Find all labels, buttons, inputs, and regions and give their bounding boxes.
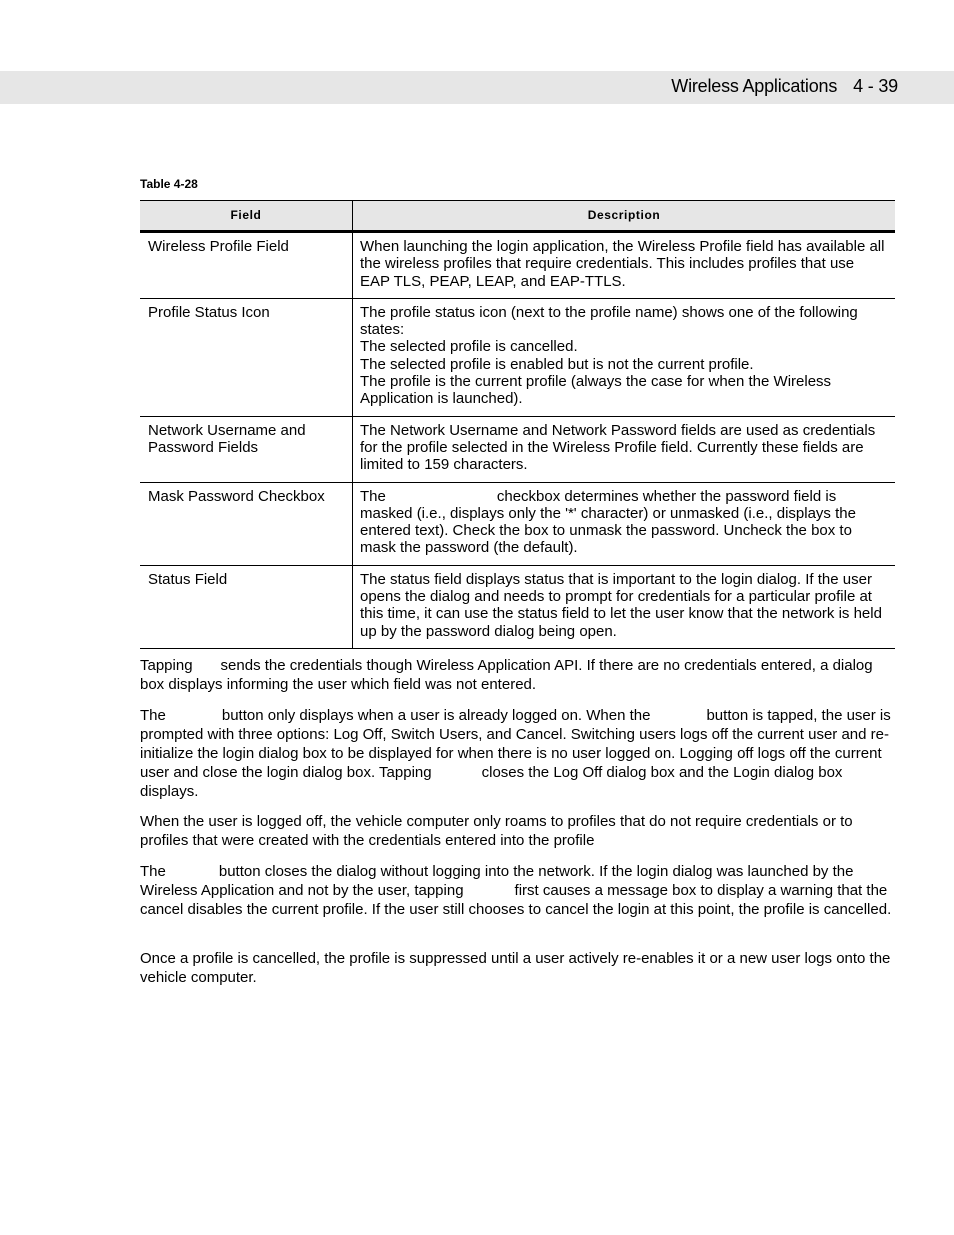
table-row bbox=[140, 298, 895, 416]
field-cell: Wireless Profile Field bbox=[140, 232, 353, 299]
description-text: The profile status icon (next to the profile name) shows one of the following states: bbox=[360, 303, 858, 339]
table-row bbox=[140, 416, 895, 482]
paragraph-cancelled-profile: Once a profile is cancelled, the profile is suppressed until a user actively re-enables it or a new user logs onto the vehicle computer. bbox=[140, 950, 891, 986]
table-row bbox=[140, 482, 895, 565]
page-number: 4 - 39 bbox=[853, 76, 898, 96]
description-text: The status field displays status that is important to the login dialog. If the user opens the dialog and needs to prompt for credentials for a particular profile at this time, it can use the status field to let the user know that the network is held up by the password dialog being open. bbox=[360, 570, 882, 640]
table-caption: Table 4-28 bbox=[140, 177, 198, 191]
description-text-start: The bbox=[360, 487, 386, 505]
paragraph-text: sends the credentials though Wireless Application API. If there are no credentials entered, a dialog box displays informing the user which field was not entered. bbox=[140, 657, 873, 693]
paragraph-roaming: When the user is logged off, the vehicle computer only roams to profiles that do not require credentials or to profiles that were created with the credentials entered into the profile bbox=[140, 813, 853, 849]
field-description-table bbox=[140, 200, 895, 649]
running-header bbox=[671, 76, 898, 97]
table-row bbox=[140, 232, 895, 299]
paragraph-text: closes the Log Off dialog box and the Login dialog box displays. bbox=[140, 764, 843, 800]
field-cell: Network Username and Password Fields bbox=[140, 416, 353, 482]
table-row bbox=[140, 565, 895, 648]
description-cell bbox=[353, 232, 896, 299]
field-cell: Status Field bbox=[140, 565, 353, 648]
header-title: Wireless Applications bbox=[671, 76, 838, 96]
table-header-row bbox=[140, 201, 895, 232]
description-cell bbox=[353, 565, 896, 648]
paragraph-text: The bbox=[140, 863, 166, 880]
description-text: The Network Username and Network Password fields are used as credentials for the profile selected in the Wireless Profile field. Currently these fields are limited to 159 characters. bbox=[360, 421, 876, 474]
paragraph-cancel bbox=[140, 862, 896, 919]
paragraph-text: button only displays when a user is already logged on. When the bbox=[221, 707, 651, 724]
paragraph-text: button closes the dialog without logging into the network. If the login dialog was launched by the Wireless Application and not by the user, tapping bbox=[140, 863, 854, 899]
column-header-description: Description bbox=[353, 201, 896, 232]
description-text-rest: checkbox determines whether the password field is masked (i.e., displays only the '*' character) or unmasked (i.e., displays the entered text). Check the box to unmask the password. Uncheck the box to mask the password (the default). bbox=[360, 487, 856, 557]
paragraph-text: The bbox=[140, 707, 166, 724]
column-header-field: Field bbox=[140, 201, 353, 232]
field-cell: Profile Status Icon bbox=[140, 298, 353, 416]
paragraph-text: Tapping bbox=[140, 657, 193, 674]
status-enabled-text: The selected profile is enabled but is not the current profile. bbox=[360, 355, 754, 373]
description-cell bbox=[353, 482, 896, 565]
paragraph-logoff bbox=[140, 706, 896, 801]
paragraph-text: first causes a message box to display a warning that the cancel disables the current profile. If the user still chooses to cancel the login at this point, the profile is cancelled. bbox=[140, 882, 892, 918]
field-cell: Mask Password Checkbox bbox=[140, 482, 353, 565]
status-cancelled-text: The selected profile is cancelled. bbox=[360, 338, 578, 356]
paragraph-login-tap bbox=[140, 656, 896, 694]
status-current-text: The profile is the current profile (always the case for when the Wireless Application is launched). bbox=[360, 373, 832, 408]
description-text: When launching the login application, the Wireless Profile field has available all the wireless profiles that require credentials. This includes profiles that use EAP TLS, PEAP, LEAP, and EAP-TTLS. bbox=[360, 238, 885, 290]
paragraph-text: button is tapped, the user is prompted with three options: Log Off, Switch Users, and Cancel. Switching users logs off the current user and re-initialize the login dialog box to be displayed for when there is no user logged on. Logging off logs off the current user and close the login dialog box. Tapping bbox=[140, 707, 891, 781]
description-cell bbox=[353, 298, 896, 416]
description-cell bbox=[353, 416, 896, 482]
